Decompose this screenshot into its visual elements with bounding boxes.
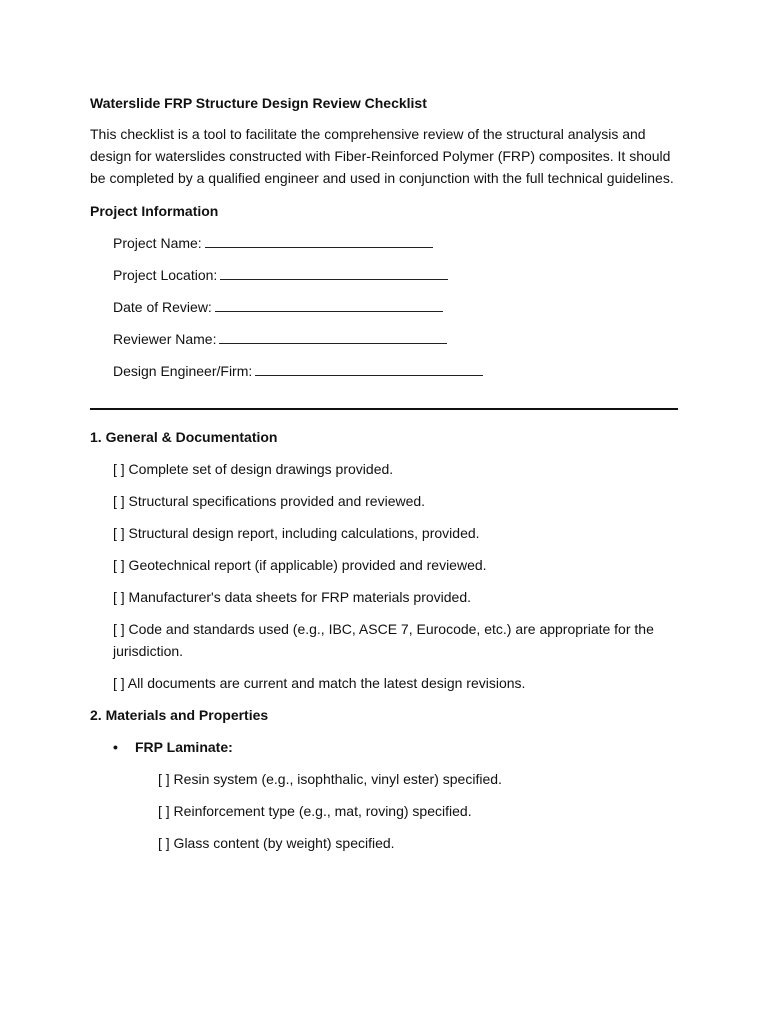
checklist-item[interactable]: [ ] Manufacturer's data sheets for FRP materials provided. bbox=[113, 589, 472, 605]
project-location-blank[interactable] bbox=[220, 265, 448, 280]
design-engineer-blank[interactable] bbox=[255, 361, 483, 376]
checklist-item[interactable]: [ ] All documents are current and match the latest design revisions. bbox=[113, 675, 526, 691]
checklist-item[interactable]: [ ] Structural specifications provided and reviewed. bbox=[113, 493, 426, 509]
intro-paragraph: This checklist is a tool to facilitate the comprehensive review of the structural analysis and design for waterslides constructed with Fiber-Reinforced Polymer (FRP) composites. It should be completed by a qualified engineer and used in conjunction with the full technical guidelines. bbox=[90, 126, 674, 186]
project-location-field[interactable] bbox=[113, 264, 678, 286]
bullet-icon: • bbox=[113, 739, 118, 755]
field-label: Project Location: bbox=[113, 267, 218, 283]
checklist-item[interactable]: [ ] Complete set of design drawings provided. bbox=[113, 461, 394, 477]
reviewer-name-field[interactable] bbox=[113, 328, 678, 350]
field-label: Project Name: bbox=[113, 235, 202, 251]
project-name-field[interactable] bbox=[113, 232, 678, 254]
section-1-heading: 1. General & Documentation bbox=[90, 429, 278, 445]
section-divider bbox=[90, 408, 678, 410]
date-of-review-field[interactable] bbox=[113, 296, 678, 318]
bullet-label: FRP Laminate: bbox=[135, 739, 233, 755]
field-label: Reviewer Name: bbox=[113, 331, 217, 347]
project-name-blank[interactable] bbox=[205, 233, 433, 248]
checklist-item[interactable]: [ ] Resin system (e.g., isophthalic, vinyl ester) specified. bbox=[158, 771, 502, 787]
document-title: Waterslide FRP Structure Design Review Checklist bbox=[90, 95, 427, 111]
checklist-item[interactable]: [ ] Code and standards used (e.g., IBC, ASCE 7, Eurocode, etc.) are appropriate for the jurisdiction. bbox=[113, 621, 654, 659]
date-of-review-blank[interactable] bbox=[215, 297, 443, 312]
checklist-item[interactable]: [ ] Reinforcement type (e.g., mat, roving) specified. bbox=[158, 803, 472, 819]
frp-laminate-bullet bbox=[113, 736, 678, 758]
project-info-heading: Project Information bbox=[90, 203, 219, 219]
checklist-item[interactable]: [ ] Geotechnical report (if applicable) provided and reviewed. bbox=[113, 557, 487, 573]
section-2-heading: 2. Materials and Properties bbox=[90, 707, 269, 723]
design-engineer-field[interactable] bbox=[113, 360, 678, 382]
reviewer-name-blank[interactable] bbox=[219, 329, 447, 344]
field-label: Design Engineer/Firm: bbox=[113, 363, 253, 379]
checklist-item[interactable]: [ ] Glass content (by weight) specified. bbox=[158, 835, 395, 851]
checklist-item[interactable]: [ ] Structural design report, including calculations, provided. bbox=[113, 525, 480, 541]
field-label: Date of Review: bbox=[113, 299, 212, 315]
